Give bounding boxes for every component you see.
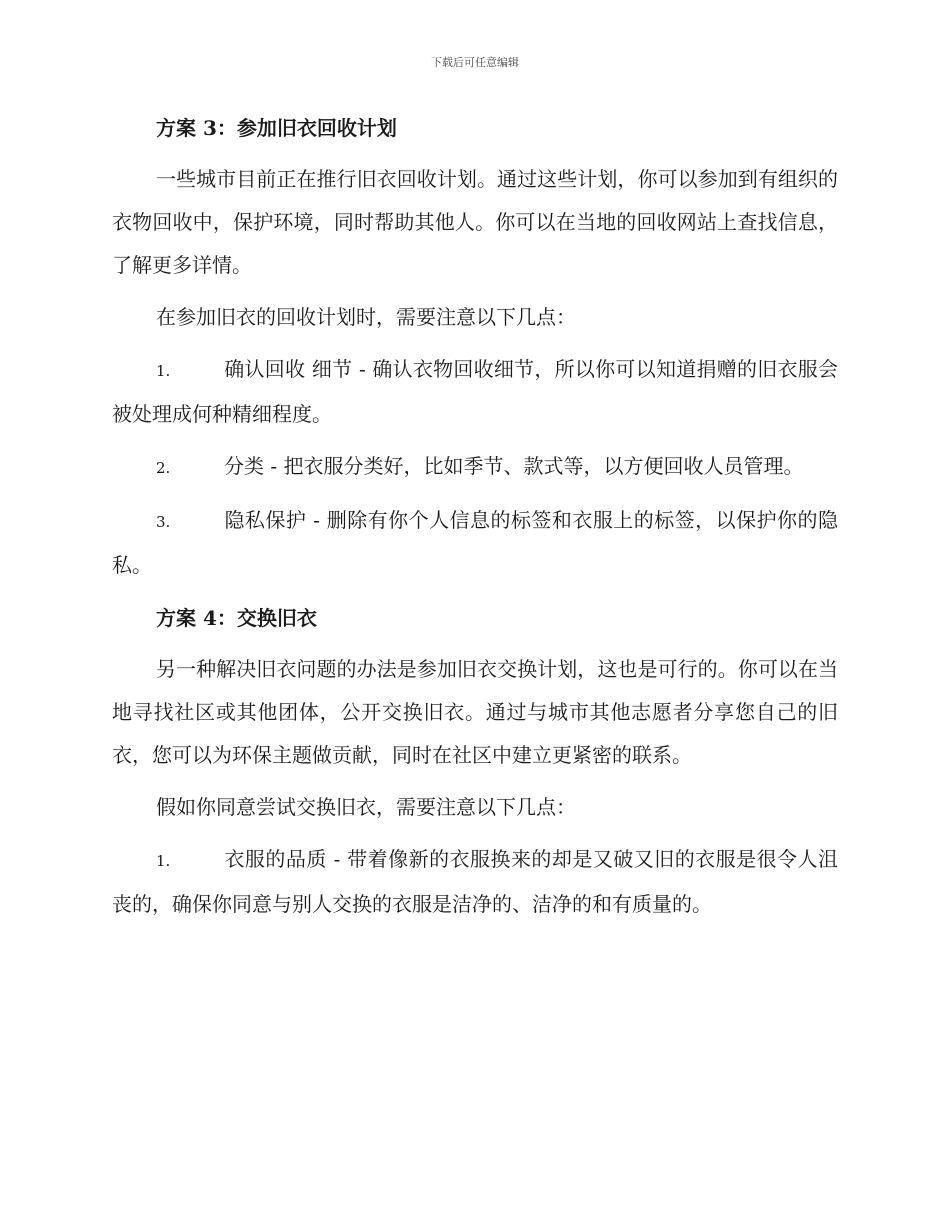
page-header: 下载后可任意编辑 bbox=[431, 56, 519, 69]
document-body bbox=[112, 106, 838, 935]
list-item-number: 1. bbox=[156, 852, 171, 870]
section-3-heading: 方案 3：参加旧衣回收计划 bbox=[156, 116, 397, 140]
list-item-text: 衣服的品质 - 带着像新的衣服换来的却是又破又旧的衣服是很令人沮丧的，确保你同意与别人交换的衣服是洁净的、洁净的和有质量的。 bbox=[112, 847, 838, 916]
list-item bbox=[112, 348, 838, 436]
list-item-text: 分类 - 把衣服分类好，比如季节、款式等，以方便回收人员管理。 bbox=[224, 454, 804, 478]
list-item bbox=[112, 499, 838, 587]
list-item bbox=[112, 445, 838, 490]
list-item-number: 1. bbox=[156, 362, 171, 380]
section-3-notice: 在参加旧衣的回收计划时，需要注意以下几点： bbox=[156, 305, 576, 329]
section-4-intro: 另一种解决旧衣问题的办法是参加旧衣交换计划，这也是可行的。你可以在当地寻找社区或其他团体，公开交换旧衣。通过与城市其他志愿者分享您自己的旧衣，您可以为环保主题做贡献，同时在社区中建立更紧密的联系。 bbox=[112, 657, 838, 767]
section-4-heading: 方案 4：交换旧衣 bbox=[156, 606, 317, 630]
section-3-intro: 一些城市目前正在推行旧衣回收计划。通过这些计划，你可以参加到有组织的衣物回收中，保护环境，同时帮助其他人。你可以在当地的回收网站上查找信息，了解更多详情。 bbox=[112, 167, 838, 277]
section-4-notice: 假如你同意尝试交换旧衣，需要注意以下几点： bbox=[156, 795, 576, 819]
list-item-number: 3. bbox=[156, 513, 171, 531]
list-item-text: 隐私保护 - 删除有你个人信息的标签和衣服上的标签，以保护你的隐私。 bbox=[112, 508, 838, 577]
list-item bbox=[112, 838, 838, 926]
list-item-text: 确认回收 细节 - 确认衣物回收细节，所以你可以知道捐赠的旧衣服会被处理成何种精细程度。 bbox=[112, 357, 838, 426]
list-item-number: 2. bbox=[156, 459, 171, 477]
